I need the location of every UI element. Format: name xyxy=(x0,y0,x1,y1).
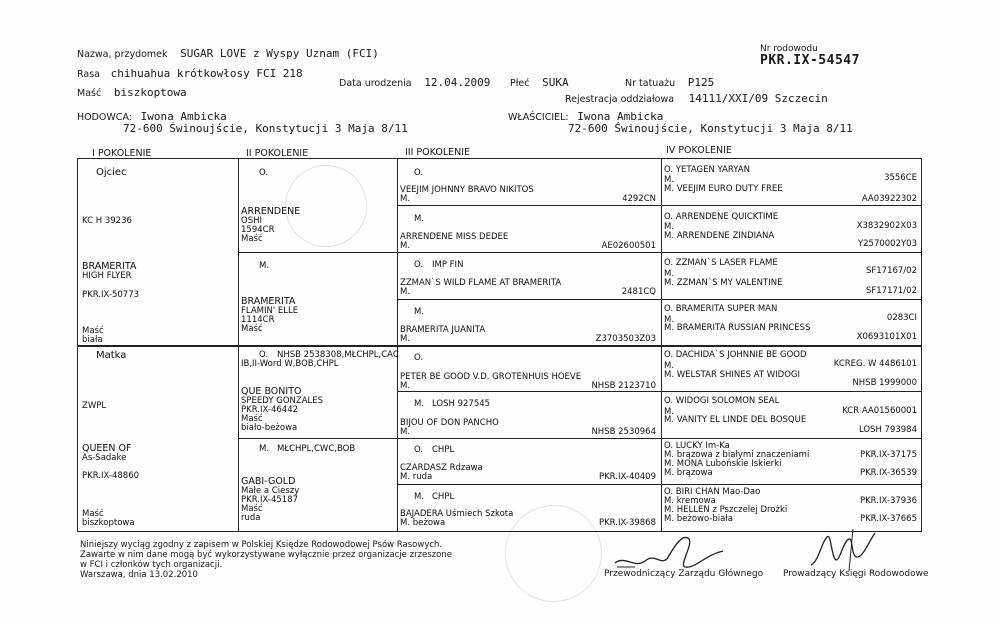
gen4-name: M. BRAMERITA RUSSIAN PRINCESS xyxy=(664,323,811,333)
breeder-block: HODOWCA: Iwona Ambicka 72-600 Świnoujście, Konstytucji 3 Maja 8/11 xyxy=(77,110,408,135)
regno-label: Nr rodowodu xyxy=(760,44,818,54)
gen2-color-label: Maść xyxy=(241,234,263,244)
gen-header-1: I POKOLENIE xyxy=(92,148,152,159)
gen2-reg: PKR.IX-45187 xyxy=(241,495,299,505)
gen4-m: M. xyxy=(664,269,675,279)
gen4-reg: PKR.IX-37665 xyxy=(859,514,917,524)
sire-name-1: BRAMERITA xyxy=(82,261,137,272)
signature-chairman xyxy=(605,525,745,575)
gen3-name: BAJADERA Uśmiech Szkota xyxy=(400,509,514,519)
dam-title: ZWPL xyxy=(82,401,107,411)
name-row: Nazwa, przydomek SUGAR LOVE z Wyspy Uznam (FCI) xyxy=(77,47,379,60)
gen3-name: CZARDASZ Rdzawa xyxy=(400,463,483,473)
gen4-name: O. BIRI CHAN Mao-Dao xyxy=(664,487,761,497)
dam-name-1: QUEEN OF xyxy=(82,443,132,454)
dam-reg: PKR.IX-48860 xyxy=(82,471,140,481)
gen-header-3: III POKOLENIE xyxy=(405,147,471,158)
gen4-sub: M. kremowa xyxy=(664,496,716,506)
gen2-reg: 1594CR xyxy=(241,225,275,235)
gen4-reg: NHSB 1999000 xyxy=(852,378,917,388)
gen4-name: M. ZZMAN`S MY VALENTINE xyxy=(664,278,783,288)
gen4-sub: M. brązowa xyxy=(664,468,713,478)
gen3-prefix: M. xyxy=(414,214,425,224)
gen3-sex: M. xyxy=(400,334,411,344)
gen3-reg: NHSB 2530964 xyxy=(591,427,656,437)
gen4-name: O. WIDOGI SOLOMON SEAL xyxy=(664,396,780,406)
gen4-reg: X0693101X01 xyxy=(856,332,917,342)
dam-color: biszkoptowa xyxy=(82,518,135,528)
gen3-reg: AE02600501 xyxy=(601,241,656,251)
gen2-name-1: BRAMERITA xyxy=(241,296,296,307)
footer-line-2: Zawarte w nim dane mogą być wykorzystywane wyłącznie przez organizacje zrzeszone xyxy=(80,550,452,560)
sire-label: Ojciec xyxy=(96,167,127,178)
gen2-reg: 1114CR xyxy=(241,315,275,325)
gen4-name: M. VANITY EL LINDE DEL BOSQUE xyxy=(664,415,807,425)
gen2-titles: NHSB 2538308,MŁCHPL,CAC xyxy=(277,350,399,360)
gen4-reg: AA03922302 xyxy=(861,194,917,204)
gen3-name: BIJOU OF DON PANCHO xyxy=(400,418,499,428)
gen3-title: LOSH 927545 xyxy=(432,399,491,409)
gen3-name: PETER BE GOOD V.D. GROTENHUIS HOEVE xyxy=(400,372,582,382)
gen4-reg: 3556CE xyxy=(884,173,917,183)
regno-value: PKR.IX-54547 xyxy=(760,53,860,68)
gen4-name: O. YETAGEN YARYAN xyxy=(664,165,750,175)
gen3-reg: NHSB 2123710 xyxy=(591,381,656,391)
gen4-m: M. xyxy=(664,222,675,232)
gen3-sex: M. xyxy=(400,287,411,297)
sire-reg: PKR.IX-50773 xyxy=(82,290,140,300)
owner-block: WŁAŚCICIEL: Iwona Ambicka 72-600 Świnoujście, Konstytucji 3 Maja 8/11 xyxy=(508,110,853,135)
gen4-name: M. VEEJIM EURO DUTY FREE xyxy=(664,184,783,194)
branch-row: Rejestracja oddziałowa 14111/XXI/09 Szczecin xyxy=(565,92,828,105)
gen3-title: IMP FIN xyxy=(432,260,464,270)
gen4-sub: M. brązowa z białymi znaczeniami xyxy=(664,450,810,460)
gen3-prefix: O. xyxy=(414,260,424,270)
gen3-reg: 4292CN xyxy=(622,194,656,204)
gen4-name: M. MONA Lubońskie Iskierki xyxy=(664,459,782,469)
row-divider xyxy=(78,345,921,347)
breeder-address: 72-600 Świnoujście, Konstytucji 3 Maja 8/11 xyxy=(123,122,408,135)
gen2-name-1: QUE BONITO xyxy=(241,386,302,397)
gen2-name-2: FLAMIN' ELLE xyxy=(241,306,299,316)
gen3-name: ZZMAN`S WILD FLAME AT BRAMERITA xyxy=(400,278,562,288)
gen4-name: O. DACHIDA`S JOHNNIE BE GOOD xyxy=(664,350,807,360)
gen4-name: O. ZZMAN`S LASER FLAME xyxy=(664,258,778,268)
tattoo-row: Nr tatuażu P125 xyxy=(625,76,715,89)
gen2-titles: MŁCHPL,CWC,BOB xyxy=(277,444,356,454)
gen3-reg: Z3703503Z03 xyxy=(595,334,656,344)
row-divider xyxy=(397,484,921,485)
gen2-color: ruda xyxy=(241,513,261,523)
gen3-prefix: O. xyxy=(414,353,424,363)
dob-value: 12.04.2009 xyxy=(424,76,491,89)
gen2-name-2: Małe a Cieszy xyxy=(241,486,300,496)
row-divider xyxy=(397,205,921,206)
gen4-reg: KCR AA01560001 xyxy=(842,406,917,416)
sire-color-label: Maść xyxy=(82,326,104,336)
gen2-color-label: Maść xyxy=(241,324,263,334)
gen3-name: ARRENDENE MISS DEDEE xyxy=(400,232,509,242)
gen2-name-2: OSHI xyxy=(241,216,262,226)
dam-color-label: Maść xyxy=(82,509,104,519)
row-divider xyxy=(397,299,921,300)
gen3-name: BRAMERITA JUANITA xyxy=(400,325,486,335)
signature-registrar xyxy=(805,523,895,575)
gen4-name: M. ARRENDENE ZINDIANA xyxy=(664,231,775,241)
gen4-name: M. WELSTAR SHINES AT WIDOGI xyxy=(664,370,801,380)
gen4-reg: LOSH 793984 xyxy=(858,425,917,435)
owner-name: Iwona Ambicka xyxy=(577,110,664,123)
gen3-sex: M. xyxy=(400,381,411,391)
gen4-name: O. LUCKY Im-Ka xyxy=(664,441,730,451)
gen2-color-label: Maść xyxy=(241,414,263,424)
gen2-prefix: O. xyxy=(259,350,269,360)
footer-note xyxy=(80,540,452,580)
gen3-sex: M. xyxy=(400,194,411,204)
dob-row: Data urodzenia 12.04.2009 xyxy=(339,76,491,89)
branch-value: 14111/XXI/09 Szczecin xyxy=(688,92,828,105)
gen4-name: M. HELLEN z Pszczelej Drożki xyxy=(664,505,788,515)
tattoo-value: P125 xyxy=(687,76,715,89)
gen3-prefix: M. xyxy=(414,399,425,409)
gen3-reg: PKR.IX-40409 xyxy=(598,472,656,482)
gen4-m: M. xyxy=(664,315,675,325)
breeder-name: Iwona Ambicka xyxy=(140,110,227,123)
gen-header-2: II POKOLENIE xyxy=(246,148,309,159)
gen4-reg: SF17167/02 xyxy=(865,266,917,276)
gen2-color-label: Maść xyxy=(241,504,263,514)
gen4-reg: 0283CI xyxy=(886,313,917,323)
gen2-reg: PKR.IX-46442 xyxy=(241,405,299,415)
gen3-prefix: O. xyxy=(414,168,424,178)
footer-line-3: w FCI i członków tych organizacji. xyxy=(80,560,223,570)
gen2-prefix: O. xyxy=(259,168,269,178)
gen3-prefix: M. xyxy=(414,492,425,502)
gen3-title: CHPL xyxy=(432,445,455,455)
gen3-prefix: O. xyxy=(414,445,424,455)
gen4-reg: Y2570002Y03 xyxy=(857,239,917,249)
gen3-reg: 2481CQ xyxy=(621,287,656,297)
gen2-name-2: SPEEDY GONZALES xyxy=(241,396,324,406)
gen2-color: biało-beżowa xyxy=(241,423,298,433)
gen4-reg: PKR.IX-36539 xyxy=(859,468,917,478)
gen3-sex: M. beżowa xyxy=(400,518,446,528)
gen4-name: O. ARRENDENE QUICKTIME xyxy=(664,212,779,222)
signature-chairman-label: Przewodniczący Zarządu Głównego xyxy=(604,569,764,579)
sex-row: Płeć SUKA xyxy=(510,76,569,89)
sex-value: SUKA xyxy=(542,76,569,89)
gen3-sex: M. ruda xyxy=(400,472,433,482)
gen4-name: O. BRAMERITA SUPER MAN xyxy=(664,304,778,314)
gen2-name-1: GABI-GOLD xyxy=(241,476,296,487)
breed-row: Rasa chihuahua krótkowłosy FCI 218 xyxy=(77,67,303,80)
gen3-title: CHPL xyxy=(432,492,455,502)
gen2-prefix: M. xyxy=(259,444,270,454)
signature-registrar-label: Prowadzący Księgi Rodowodowe xyxy=(783,569,929,579)
dam-label: Matka xyxy=(96,350,127,361)
color-row: Maść biszkoptowa xyxy=(77,86,187,99)
gen4-m: M. xyxy=(664,175,675,185)
gen-header-4: IV POKOLENIE xyxy=(666,145,732,156)
dog-name: SUGAR LOVE z Wyspy Uznam (FCI) xyxy=(180,47,379,60)
gen4-reg: X3832902X03 xyxy=(856,221,917,231)
gen4-reg: KCREG. W 4486101 xyxy=(833,359,917,369)
gen2-name-1: ARRENDENE xyxy=(241,206,301,217)
sire-color: biała xyxy=(82,335,103,345)
gen2-prefix: M. xyxy=(259,261,270,271)
gen3-sex: M. xyxy=(400,241,411,251)
gen4-reg: PKR.IX-37936 xyxy=(859,496,917,506)
gen3-prefix: M. xyxy=(414,307,425,317)
dam-name-2: As-Sadake xyxy=(82,453,127,463)
footer-line-4: Warszawa, dnia 13.02.2010 xyxy=(80,570,198,580)
gen4-m: M. xyxy=(664,361,675,371)
gen4-sub: M. beżowo-biała xyxy=(664,514,733,524)
gen4-m: M. xyxy=(664,407,675,417)
pedigree-table xyxy=(77,158,922,532)
sire-title: KC H 39236 xyxy=(82,216,132,226)
owner-address: 72-600 Świnoujście, Konstytucji 3 Maja 8/11 xyxy=(568,122,853,135)
gen3-reg: PKR.IX-39868 xyxy=(598,518,656,528)
gen4-reg: PKR.IX-37175 xyxy=(859,450,917,460)
row-divider xyxy=(397,391,921,392)
gen4-reg: SF17171/02 xyxy=(865,286,917,296)
color-value: biszkoptowa xyxy=(113,86,187,99)
gen3-sex: M. xyxy=(400,427,411,437)
row-divider xyxy=(238,438,921,439)
gen2-titles-2: IB,II-Word W,BOB,CHPL xyxy=(241,359,339,369)
breed-value: chihuahua krótkowłosy FCI 218 xyxy=(110,67,303,80)
sire-name-2: HIGH FLYER xyxy=(82,271,132,281)
gen3-name: VEEJIM JOHNNY BRAVO NIKITOS xyxy=(400,185,534,195)
footer-line-1: Niniejszy wyciąg zgodny z zapisem w Polskiej Księdze Rodowodowej Psów Rasowych. xyxy=(80,540,443,550)
row-divider xyxy=(238,252,921,253)
